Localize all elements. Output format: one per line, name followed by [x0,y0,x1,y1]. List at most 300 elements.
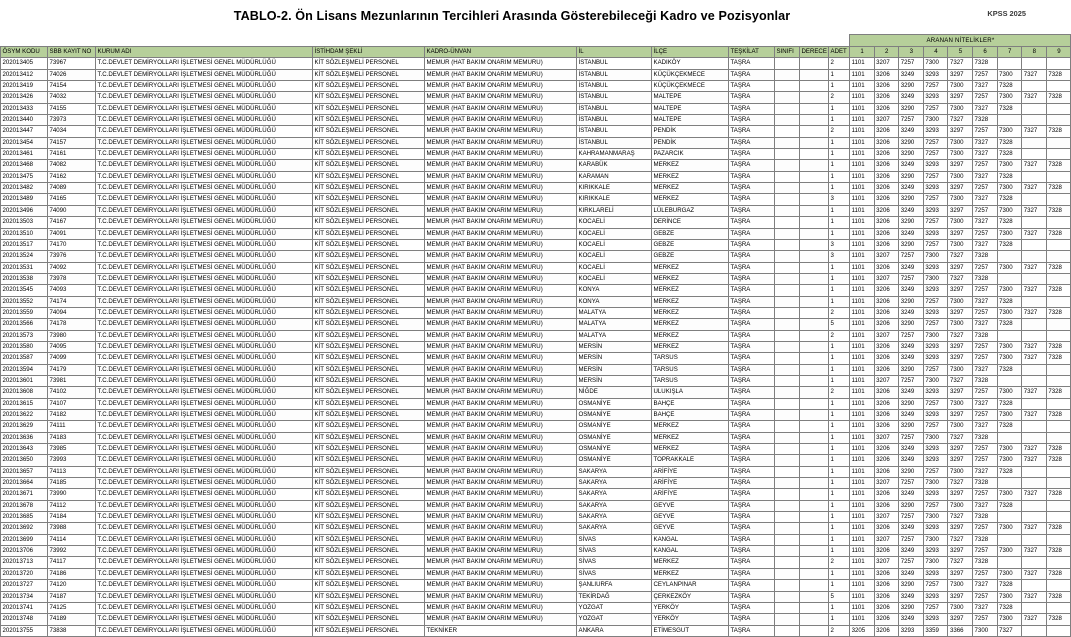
column-header-nitelik-4[interactable]: 4 [923,47,948,58]
derece-cell [800,285,829,296]
kurum-adi-cell: T.C.DEVLET DEMİRYOLLARI İŞLETMESİ GENEL MÜDÜRLÜĞÜ [96,217,313,228]
nitelik-cell-4: 7257 [923,398,948,409]
table-row[interactable] [1,205,1071,216]
kurum-adi-cell: T.C.DEVLET DEMİRYOLLARI İŞLETMESİ GENEL MÜDÜRLÜĞÜ [96,614,313,625]
istihdam-sekli-cell: KİT SÖZLEŞMELİ PERSONEL [313,251,425,262]
nitelik-cell-5: 7300 [948,602,973,613]
table-row[interactable] [1,546,1071,557]
kpss-year-tag: KPSS 2025 [987,9,1026,18]
nitelik-cell-6: 7257 [973,568,998,579]
nitelik-cell-3: 3290 [899,239,924,250]
kurum-adi-cell: T.C.DEVLET DEMİRYOLLARI İŞLETMESİ GENEL MÜDÜRLÜĞÜ [96,239,313,250]
column-header-i-l[interactable]: İL [577,47,652,58]
column-header-teski-lat[interactable]: TEŞKİLAT [729,47,775,58]
table-row[interactable] [1,239,1071,250]
kadro-unvan-cell: MEMUR (HAT BAKIM ONARIM MEMURU) [425,194,577,205]
nitelik-cell-4: 3293 [923,285,948,296]
nitelik-cell-2: 3206 [874,387,899,398]
table-row[interactable] [1,557,1071,568]
table-row[interactable] [1,160,1071,171]
ilce-cell: PAZARCIK [652,149,729,160]
table-row[interactable] [1,262,1071,273]
column-header-nitelik-7[interactable]: 7 [997,47,1022,58]
sinifi-cell [775,625,800,636]
teskilat-cell: TAŞRA [729,398,775,409]
teskilat-cell: TAŞRA [729,432,775,443]
nitelik-cell-2: 3207 [874,58,899,69]
table-row[interactable] [1,387,1071,398]
nitelik-cell-6: 7327 [973,364,998,375]
derece-cell [800,625,829,636]
nitelik-cell-9 [1046,421,1071,432]
nitelik-cell-5: 7300 [948,217,973,228]
column-header-osym-kodu[interactable]: ÖSYM KODU [1,47,48,58]
nitelik-cell-4: 7300 [923,251,948,262]
table-row[interactable] [1,410,1071,421]
ilce-cell: MERKEZ [652,432,729,443]
sinifi-cell [775,160,800,171]
teskilat-cell: TAŞRA [729,296,775,307]
sinifi-cell [775,410,800,421]
teskilat-cell: TAŞRA [729,512,775,523]
nitelik-cell-2: 3207 [874,478,899,489]
nitelik-cell-6: 7328 [973,330,998,341]
istihdam-sekli-cell: KİT SÖZLEŞMELİ PERSONEL [313,273,425,284]
istihdam-sekli-cell: KİT SÖZLEŞMELİ PERSONEL [313,171,425,182]
table-row[interactable] [1,285,1071,296]
column-header-nitelik-3[interactable]: 3 [899,47,924,58]
istihdam-sekli-cell: KİT SÖZLEŞMELİ PERSONEL [313,183,425,194]
nitelik-cell-3: 3290 [899,137,924,148]
nitelik-cell-2: 3206 [874,580,899,591]
column-header-nitelik-5[interactable]: 5 [948,47,973,58]
table-row[interactable] [1,375,1071,386]
nitelik-cell-4: 7257 [923,171,948,182]
derece-cell [800,296,829,307]
kadro-unvan-cell: MEMUR (HAT BAKIM ONARIM MEMURU) [425,478,577,489]
osym-kodu-cell: 202013664 [1,478,48,489]
table-row[interactable] [1,330,1071,341]
sinifi-cell [775,319,800,330]
column-header-kurum-adi[interactable]: KURUM ADI [96,47,313,58]
nitelik-cell-4: 3293 [923,160,948,171]
derece-cell [800,69,829,80]
nitelik-cell-9 [1046,364,1071,375]
nitelik-cell-5: 7327 [948,534,973,545]
ilce-cell: GEBZE [652,239,729,250]
table-row[interactable] [1,534,1071,545]
nitelik-cell-4: 7257 [923,319,948,330]
il-cell: MALATYA [577,307,652,318]
kurum-adi-cell: T.C.DEVLET DEMİRYOLLARI İŞLETMESİ GENEL MÜDÜRLÜĞÜ [96,205,313,216]
table-row[interactable] [1,319,1071,330]
table-row[interactable] [1,217,1071,228]
teskilat-cell: TAŞRA [729,591,775,602]
adet-cell: 1 [829,489,850,500]
nitelik-cell-9: 7328 [1046,568,1071,579]
column-header-sbb-kayit-no[interactable]: SBB KAYIT NO [48,47,96,58]
sbb-kayit-no-cell: 74034 [48,126,96,137]
derece-cell [800,149,829,160]
nitelik-cell-6: 7327 [973,580,998,591]
nitelik-cell-7 [997,115,1022,126]
kurum-adi-cell: T.C.DEVLET DEMİRYOLLARI İŞLETMESİ GENEL MÜDÜRLÜĞÜ [96,387,313,398]
table-row[interactable] [1,444,1071,455]
il-cell: SAKARYA [577,478,652,489]
kadro-unvan-cell: MEMUR (HAT BAKIM ONARIM MEMURU) [425,602,577,613]
sbb-kayit-no-cell: 73838 [48,625,96,636]
table-row[interactable] [1,364,1071,375]
kurum-adi-cell: T.C.DEVLET DEMİRYOLLARI İŞLETMESİ GENEL MÜDÜRLÜĞÜ [96,58,313,69]
nitelik-cell-3: 3249 [899,92,924,103]
table-row[interactable] [1,512,1071,523]
nitelik-cell-8: 7327 [1022,307,1047,318]
table-row[interactable] [1,625,1071,636]
adet-cell: 2 [829,307,850,318]
il-cell: İSTANBUL [577,126,652,137]
table-row[interactable] [1,228,1071,239]
nitelik-cell-4: 7257 [923,137,948,148]
nitelik-cell-8 [1022,478,1047,489]
column-header-nitelik-6[interactable]: 6 [973,47,998,58]
nitelik-cell-9 [1046,149,1071,160]
il-cell: KIRIKKALE [577,183,652,194]
nitelik-cell-4: 3293 [923,307,948,318]
nitelik-cell-3: 3290 [899,580,924,591]
istihdam-sekli-cell: KİT SÖZLEŞMELİ PERSONEL [313,432,425,443]
derece-cell [800,160,829,171]
nitelik-cell-3: 3290 [899,398,924,409]
nitelik-cell-5: 7327 [948,58,973,69]
kurum-adi-cell: T.C.DEVLET DEMİRYOLLARI İŞLETMESİ GENEL MÜDÜRLÜĞÜ [96,228,313,239]
column-header-nitelik-8[interactable]: 8 [1022,47,1047,58]
nitelik-cell-2: 3206 [874,625,899,636]
table-row[interactable] [1,591,1071,602]
nitelik-cell-7: 7328 [997,137,1022,148]
nitelik-cell-6: 7257 [973,591,998,602]
nitelik-cell-3: 3249 [899,444,924,455]
nitelik-cell-3: 3290 [899,81,924,92]
kurum-adi-cell: T.C.DEVLET DEMİRYOLLARI İŞLETMESİ GENEL MÜDÜRLÜĞÜ [96,489,313,500]
kurum-adi-cell: T.C.DEVLET DEMİRYOLLARI İŞLETMESİ GENEL MÜDÜRLÜĞÜ [96,421,313,432]
nitelik-cell-2: 3206 [874,307,899,318]
nitelik-cell-6: 7327 [973,81,998,92]
table-row[interactable] [1,183,1071,194]
ilce-cell: MERKEZ [652,557,729,568]
adet-cell: 1 [829,568,850,579]
nitelik-cell-7: 7300 [997,160,1022,171]
sbb-kayit-no-cell: 74092 [48,262,96,273]
nitelik-cell-4: 7257 [923,239,948,250]
adet-cell: 2 [829,58,850,69]
nitelik-cell-2: 3207 [874,512,899,523]
osym-kodu-cell: 202013671 [1,489,48,500]
adet-cell: 2 [829,126,850,137]
nitelik-cell-8: 7327 [1022,410,1047,421]
kadro-unvan-cell: MEMUR (HAT BAKIM ONARIM MEMURU) [425,421,577,432]
nitelik-cell-8: 7327 [1022,568,1047,579]
nitelik-cell-3: 3249 [899,546,924,557]
table-row[interactable] [1,171,1071,182]
table-row[interactable] [1,421,1071,432]
nitelik-cell-8 [1022,364,1047,375]
nitelik-cell-2: 3206 [874,137,899,148]
kadro-unvan-cell: MEMUR (HAT BAKIM ONARIM MEMURU) [425,239,577,250]
ilce-cell: BAHÇE [652,398,729,409]
nitelik-cell-3: 3290 [899,364,924,375]
nitelik-cell-2: 3207 [874,557,899,568]
istihdam-sekli-cell: KİT SÖZLEŞMELİ PERSONEL [313,375,425,386]
nitelik-cell-5: 7327 [948,432,973,443]
nitelik-cell-9 [1046,58,1071,69]
adet-cell: 3 [829,194,850,205]
nitelik-cell-8 [1022,602,1047,613]
nitelik-cell-6: 7328 [973,251,998,262]
derece-cell [800,171,829,182]
column-header-nitelik-2[interactable]: 2 [874,47,899,58]
nitelik-cell-1: 1101 [850,398,875,409]
nitelik-cell-4: 7257 [923,466,948,477]
nitelik-cell-4: 7257 [923,81,948,92]
nitelik-cell-9 [1046,602,1071,613]
table-row[interactable] [1,602,1071,613]
sbb-kayit-no-cell: 74178 [48,319,96,330]
table-row[interactable] [1,81,1071,92]
table-row[interactable] [1,614,1071,625]
sbb-kayit-no-cell: 74179 [48,364,96,375]
kadro-unvan-cell: MEMUR (HAT BAKIM ONARIM MEMURU) [425,81,577,92]
teskilat-cell: TAŞRA [729,375,775,386]
table-row[interactable] [1,455,1071,466]
nitelik-cell-2: 3207 [874,273,899,284]
istihdam-sekli-cell: KİT SÖZLEŞMELİ PERSONEL [313,262,425,273]
kadro-unvan-cell: MEMUR (HAT BAKIM ONARIM MEMURU) [425,614,577,625]
kadro-unvan-cell: MEMUR (HAT BAKIM ONARIM MEMURU) [425,149,577,160]
teskilat-cell: TAŞRA [729,126,775,137]
column-header-kadro-unvan[interactable]: KADRO-ÜNVAN [425,47,577,58]
osym-kodu-cell: 202013678 [1,500,48,511]
nitelik-cell-9 [1046,137,1071,148]
nitelik-cell-3: 3249 [899,341,924,352]
kurum-adi-cell: T.C.DEVLET DEMİRYOLLARI İŞLETMESİ GENEL MÜDÜRLÜĞÜ [96,194,313,205]
teskilat-cell: TAŞRA [729,205,775,216]
ilce-cell: GEBZE [652,251,729,262]
kadro-unvan-cell: MEMUR (HAT BAKIM ONARIM MEMURU) [425,591,577,602]
table-row[interactable] [1,137,1071,148]
adet-cell: 2 [829,625,850,636]
table-row[interactable] [1,92,1071,103]
nitelik-cell-4: 7300 [923,534,948,545]
table-row[interactable] [1,500,1071,511]
column-header-nitelik-1[interactable]: 1 [850,47,875,58]
nitelik-cell-6: 7328 [973,273,998,284]
osym-kodu-cell: 202013657 [1,466,48,477]
nitelik-cell-4: 7257 [923,500,948,511]
nitelik-cell-2: 3206 [874,341,899,352]
nitelik-cell-9 [1046,580,1071,591]
il-cell: MALATYA [577,330,652,341]
ilce-cell: KADIKÖY [652,58,729,69]
teskilat-cell: TAŞRA [729,341,775,352]
adet-cell: 2 [829,330,850,341]
nitelik-cell-1: 1101 [850,262,875,273]
istihdam-sekli-cell: KİT SÖZLEŞMELİ PERSONEL [313,466,425,477]
teskilat-cell: TAŞRA [729,115,775,126]
il-cell: KOCAELİ [577,228,652,239]
nitelik-cell-9: 7328 [1046,341,1071,352]
teskilat-cell: TAŞRA [729,455,775,466]
osym-kodu-cell: 202013587 [1,353,48,364]
istihdam-sekli-cell: KİT SÖZLEŞMELİ PERSONEL [313,126,425,137]
table-row[interactable] [1,353,1071,364]
column-header-sinifi[interactable]: SINIFI [775,47,800,58]
osym-kodu-cell: 202013692 [1,523,48,534]
il-cell: SİVAS [577,557,652,568]
nitelik-cell-1: 1101 [850,580,875,591]
nitelik-cell-6: 7257 [973,228,998,239]
sinifi-cell [775,455,800,466]
adet-cell: 1 [829,160,850,171]
sinifi-cell [775,375,800,386]
column-header-i-lce[interactable]: İLÇE [652,47,729,58]
table-row[interactable] [1,149,1071,160]
table-row[interactable] [1,466,1071,477]
kurum-adi-cell: T.C.DEVLET DEMİRYOLLARI İŞLETMESİ GENEL MÜDÜRLÜĞÜ [96,568,313,579]
sinifi-cell [775,364,800,375]
il-cell: NİĞDE [577,387,652,398]
nitelik-cell-5: 3297 [948,262,973,273]
sinifi-cell [775,568,800,579]
nitelik-cell-7 [997,330,1022,341]
derece-cell [800,251,829,262]
sinifi-cell [775,602,800,613]
table-row[interactable] [1,489,1071,500]
kurum-adi-cell: T.C.DEVLET DEMİRYOLLARI İŞLETMESİ GENEL MÜDÜRLÜĞÜ [96,398,313,409]
derece-cell [800,466,829,477]
nitelik-cell-5: 3297 [948,69,973,80]
nitelik-cell-3: 7257 [899,273,924,284]
il-cell: İSTANBUL [577,92,652,103]
ilce-cell: MERKEZ [652,444,729,455]
adet-cell: 5 [829,591,850,602]
sbb-kayit-no-cell: 74111 [48,421,96,432]
nitelik-cell-3: 7257 [899,557,924,568]
kurum-adi-cell: T.C.DEVLET DEMİRYOLLARI İŞLETMESİ GENEL MÜDÜRLÜĞÜ [96,364,313,375]
table-row[interactable] [1,296,1071,307]
table-row[interactable] [1,103,1071,114]
osym-kodu-cell: 202013524 [1,251,48,262]
nitelik-cell-4: 3293 [923,387,948,398]
istihdam-sekli-cell: KİT SÖZLEŞMELİ PERSONEL [313,285,425,296]
kurum-adi-cell: T.C.DEVLET DEMİRYOLLARI İŞLETMESİ GENEL MÜDÜRLÜĞÜ [96,625,313,636]
sbb-kayit-no-cell: 74184 [48,512,96,523]
column-header-adet[interactable]: ADET [829,47,850,58]
adet-cell: 1 [829,580,850,591]
nitelik-cell-2: 3206 [874,364,899,375]
derece-cell [800,239,829,250]
nitelik-cell-9: 7328 [1046,387,1071,398]
nitelik-cell-5: 3297 [948,307,973,318]
column-header-nitelik-9[interactable]: 9 [1046,47,1071,58]
nitelik-cell-8: 7327 [1022,262,1047,273]
table-row[interactable] [1,580,1071,591]
nitelik-cell-8: 7327 [1022,69,1047,80]
nitelik-cell-6: 7257 [973,546,998,557]
table-row[interactable] [1,341,1071,352]
adet-cell: 5 [829,319,850,330]
column-header-i-sti-hdam-sekli[interactable]: İSTİHDAM ŞEKLİ [313,47,425,58]
nitelik-cell-3: 3290 [899,500,924,511]
sbb-kayit-no-cell: 74093 [48,285,96,296]
adet-cell: 1 [829,353,850,364]
table-row[interactable] [1,58,1071,69]
nitelik-cell-7 [997,512,1022,523]
nitelik-cell-5: 3366 [948,625,973,636]
table-row[interactable] [1,398,1071,409]
adet-cell: 1 [829,364,850,375]
nitelik-cell-2: 3206 [874,591,899,602]
nitelik-cell-1: 1101 [850,58,875,69]
ilce-cell: GEYVE [652,512,729,523]
nitelik-cell-6: 7327 [973,296,998,307]
il-cell: KOCAELİ [577,239,652,250]
il-cell: SAKARYA [577,489,652,500]
il-cell: YOZGAT [577,602,652,613]
nitelik-cell-6: 7327 [973,398,998,409]
osym-kodu-cell: 202013412 [1,69,48,80]
ilce-cell: LÜLEBURGAZ [652,205,729,216]
nitelik-cell-1: 1101 [850,126,875,137]
osym-kodu-cell: 202013622 [1,410,48,421]
table-row[interactable] [1,478,1071,489]
table-row[interactable] [1,115,1071,126]
table-row[interactable] [1,273,1071,284]
nitelik-cell-5: 7300 [948,149,973,160]
nitelik-cell-6: 7257 [973,387,998,398]
nitelik-cell-5: 3297 [948,341,973,352]
kadro-unvan-cell: MEMUR (HAT BAKIM ONARIM MEMURU) [425,160,577,171]
table-row[interactable] [1,432,1071,443]
nitelik-cell-5: 3297 [948,126,973,137]
nitelik-cell-6: 7257 [973,205,998,216]
kadro-unvan-cell: MEMUR (HAT BAKIM ONARIM MEMURU) [425,183,577,194]
nitelik-cell-4: 7300 [923,330,948,341]
table-row[interactable] [1,568,1071,579]
table-row[interactable] [1,307,1071,318]
nitelik-cell-6: 7328 [973,432,998,443]
table-row[interactable] [1,194,1071,205]
table-row[interactable] [1,523,1071,534]
nitelik-cell-1: 1101 [850,523,875,534]
nitelik-cell-7 [997,251,1022,262]
table-row[interactable] [1,251,1071,262]
derece-cell [800,137,829,148]
table-row[interactable] [1,126,1071,137]
column-header-derece[interactable]: DERECE [800,47,829,58]
il-cell: OSMANİYE [577,398,652,409]
table-body [1,58,1071,637]
sinifi-cell [775,205,800,216]
kurum-adi-cell: T.C.DEVLET DEMİRYOLLARI İŞLETMESİ GENEL MÜDÜRLÜĞÜ [96,330,313,341]
table-row[interactable] [1,69,1071,80]
il-cell: SİVAS [577,534,652,545]
adet-cell: 1 [829,375,850,386]
nitelik-cell-5: 7327 [948,330,973,341]
ilce-cell: TOPRAKKALE [652,455,729,466]
sbb-kayit-no-cell: 74117 [48,557,96,568]
nitelik-cell-2: 3206 [874,353,899,364]
nitelik-cell-5: 3297 [948,353,973,364]
